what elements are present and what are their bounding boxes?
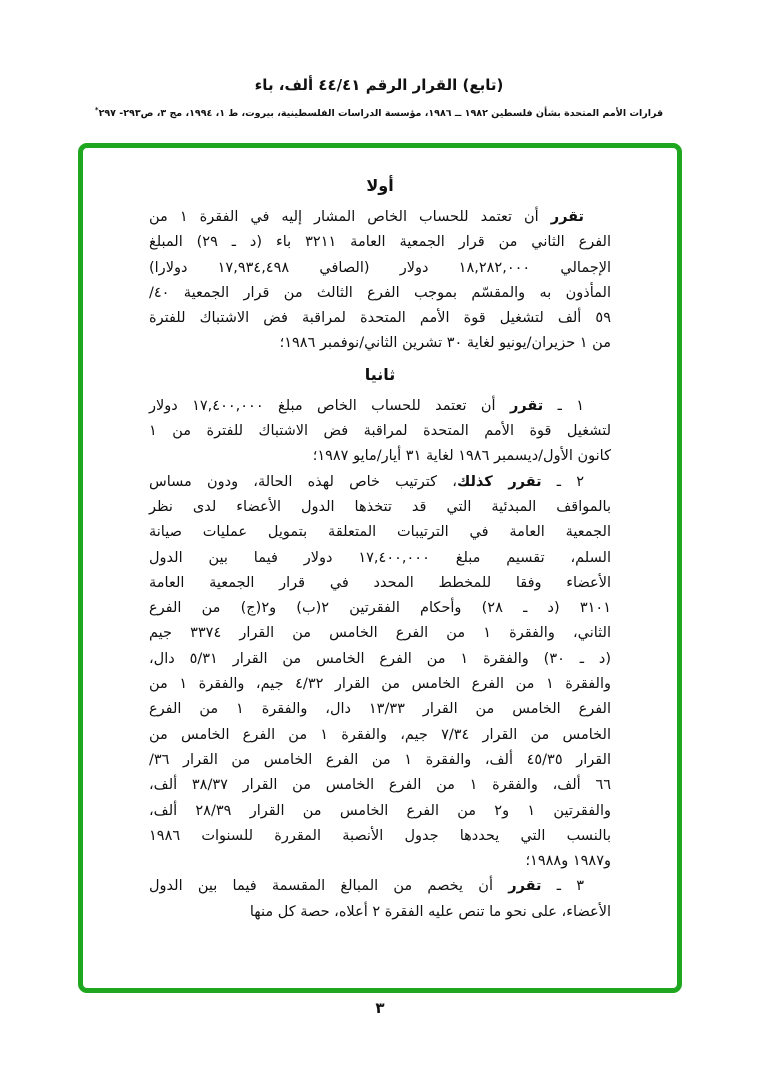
text-line: القرار ٤٥/٣٥ ألف، والفقرة ١ من الفرع الخامس من القرار ٣٦/ xyxy=(149,751,612,768)
text-line: بالنسب التي يحددها جدول الأنصبة المقررة للسنوات ١٩٨٦ xyxy=(149,827,611,844)
text-line: السلم، تقسيم مبلغ ١٧,٤٠٠,٠٠٠ دولار فيما بين الدول xyxy=(149,549,611,566)
text-line: الإجمالي ١٨,٢٨٢,٠٠٠ دولار (الصافي ١٧,٩٣٤,٤٩٨ دولارا) xyxy=(149,259,611,276)
section-heading: ثانيا xyxy=(364,364,396,384)
content-frame xyxy=(78,143,682,993)
text-line: ٥٩ ألف لتشغيل قوة الأمم المتحدة لمراقبة فض الاشتباك للفترة xyxy=(149,310,611,327)
text-line: والفقرتين ١ و٢ من الفرع الخامس من القرار ٢٨/٣٩ ألف، xyxy=(149,802,611,819)
source-text: قرارات الأمم المتحدة بشأن فلسطين ١٩٨٢ ــ ١٩٨٦، مؤسسة الدراسات الفلسطينية، بيروت، ط ١، ١٩٩٤، مج ٣، ص٢٩٣- ٢٩٧ xyxy=(98,108,664,120)
text-line: والفقرة ١ من الفرع الخامس من القرار ٤/٣٢ جيم، والفقرة ١ من xyxy=(149,676,611,693)
paragraph xyxy=(149,205,611,357)
page-number: ٣ xyxy=(375,999,385,1017)
text-line: (د ـ ٣٠) والفقرة ١ من الفرع الخامس من القرار ٥/٣١ دال، xyxy=(149,650,611,667)
text-line: تقرر أن تعتمد للحساب الخاص المشار إليه في الفقرة ١ من xyxy=(149,209,584,225)
text-line: كانون الأول/ديسمبر ١٩٨٦ لغاية ٣١ أيار/مايو ١٩٨٧؛ xyxy=(312,448,611,465)
text-line: الأعضاء، على نحو ما تنص عليه الفقرة ٢ أعلاه، حصة كل منها xyxy=(249,903,611,920)
source-line xyxy=(0,106,758,119)
text-line: ٣ ـ تقرر أن يخصم من المبالغ المقسمة فيما بين الدول xyxy=(149,878,585,895)
footnote-mark: * xyxy=(94,106,99,114)
page-title: (تابع) القرار الرقم ٤٤/٤١ ألف، باء xyxy=(254,76,504,94)
text-line: الخامس من القرار ٧/٣٤ جيم، والفقرة ١ من الفرع الخامس من xyxy=(149,726,611,743)
section-heading: أولا xyxy=(366,176,394,195)
text-line: ٦٦ ألف، والفقرة ١ من الفرع الخامس من القرار ٣٨/٣٧ ألف، xyxy=(149,777,612,794)
text-line: الجمعية العامة في الترتيبات المتعلقة بتمويل عمليات صيانة xyxy=(149,524,611,541)
text-line: الثاني، والفقرة ١ من الفرع الخامس من القرار ٣٣٧٤ جيم xyxy=(149,625,611,642)
paragraph xyxy=(149,874,611,925)
text-line: الفرع الخامس من القرار ١٣/٣٣ دال، والفقرة ١ من الفرع xyxy=(149,701,611,718)
text-line: و١٩٨٧ و١٩٨٨؛ xyxy=(525,853,611,870)
text-line: ١ ـ تقرر أن تعتمد للحساب الخاص مبلغ ١٧,٤٠٠,٠٠٠ دولار xyxy=(149,397,584,414)
text-line: بالمواقف المبدئية التي قد تتخذها الدول الأعضاء لدى نظر xyxy=(149,498,611,515)
text-line: الأعضاء وفقا للمخطط المحدد في قرار الجمعية العامة xyxy=(149,574,611,591)
text-line: المأذون به والمقسّم بموجب الفرع الثالث من قرار الجمعية ٤٠/ xyxy=(149,284,611,301)
paragraph xyxy=(149,470,611,875)
paragraph xyxy=(149,394,611,470)
text-line: من ١ حزيران/يونيو لغاية ٣٠ تشرين الثاني/نوفمبر ١٩٨٦؛ xyxy=(279,335,611,352)
text-line: ٣١٠١ (د ـ ٢٨) وأحكام الفقرتين ٢(ب) و٢(ج) من الفرع xyxy=(149,600,611,617)
text-line: لتشغيل قوة الأمم المتحدة لمراقبة فض الاشتباك للفترة من ١ xyxy=(149,423,611,440)
text-line: الفرع الثاني من قرار الجمعية العامة ٣٢١١ باء (د ـ ٢٩) المبلغ xyxy=(149,234,611,251)
text-line: ٢ ـ تقرر كذلك، كترتيب خاص لهذه الحالة، ودون مساس xyxy=(149,473,584,490)
